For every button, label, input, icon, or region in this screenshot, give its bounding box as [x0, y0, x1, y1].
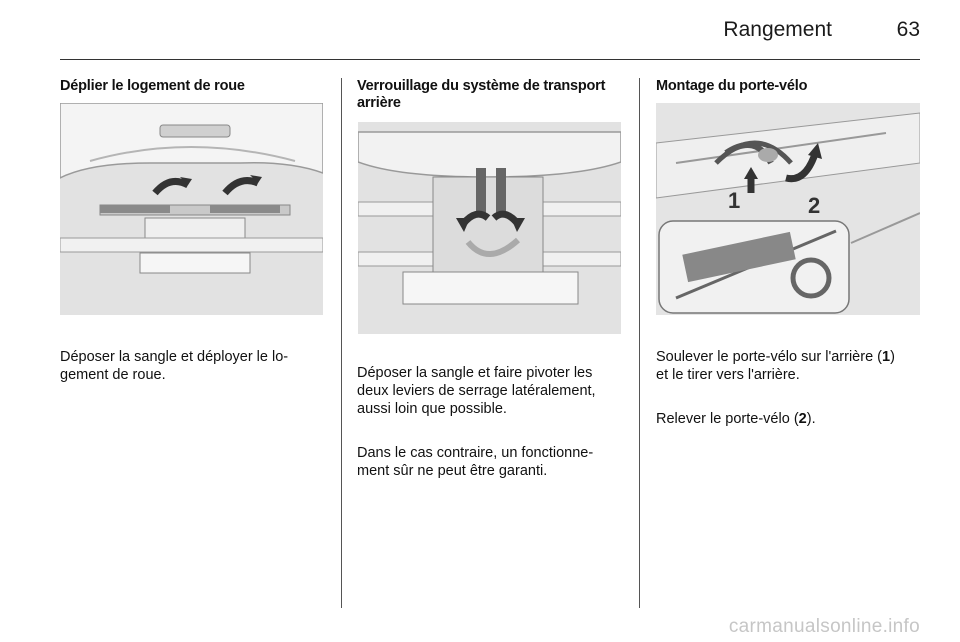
figure-bike-carrier	[656, 103, 920, 315]
column-divider-1	[341, 78, 342, 608]
bike-carrier-lift-instruction: Soulever le porte-vélo sur l'arrière (1) et le tirer vers l'arrière.	[656, 349, 895, 383]
wheel-housing-instruction: Déposer la sangle et déployer le lo- gement de roue.	[60, 349, 289, 383]
column-2-body	[357, 346, 632, 506]
footer-watermark: carmanualsonline.info	[728, 616, 920, 637]
locking-warning: Dans le cas contraire, un fonctionne- ment sûr ne peut être garanti.	[357, 445, 594, 479]
figure-label-2: 2	[808, 193, 821, 218]
section-heading-locking-system: Verrouillage du système de transport arrière	[357, 78, 606, 111]
page-header-title: Rangement	[723, 18, 832, 41]
column-1	[60, 78, 328, 95]
section-heading-bike-carrier: Montage du porte-vélo	[656, 78, 808, 94]
figure-locking-system	[358, 122, 621, 334]
figure-wheel-housing	[60, 103, 323, 315]
locking-instruction: Déposer la sangle et faire pivoter les deux leviers de serrage latéralement, aussi loin que possible.	[357, 365, 596, 417]
bike-carrier-raise-instruction: Relever le porte-vélo (2).	[656, 411, 816, 427]
header-rule	[60, 59, 920, 60]
column-divider-2	[639, 78, 640, 608]
column-1-body	[60, 330, 330, 410]
section-heading-wheel-housing: Déplier le logement de roue	[60, 78, 245, 94]
page-number: 63	[896, 18, 920, 41]
column-3-body	[656, 330, 931, 454]
column-2	[357, 78, 629, 112]
figure-label-1: 1	[728, 188, 741, 213]
column-3	[656, 78, 924, 95]
